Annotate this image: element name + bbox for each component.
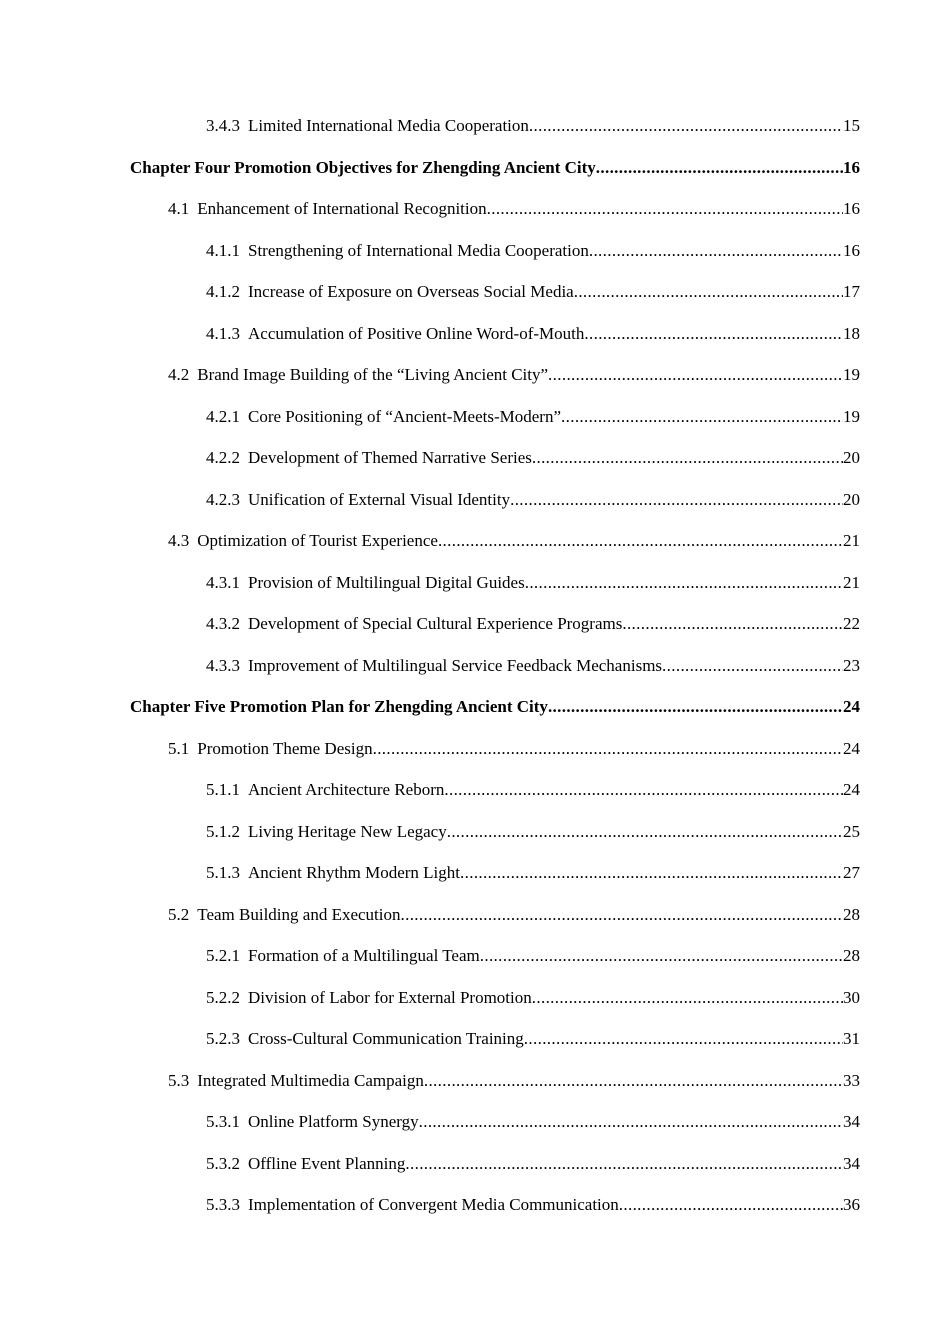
toc-entry-number: 4.3.2: [206, 614, 240, 633]
toc-dot-leader: [480, 946, 843, 966]
toc-entry-title: Living Heritage New Legacy: [248, 821, 447, 841]
toc-entry[interactable]: [130, 656, 860, 698]
toc-entry-number: 5.1.3: [206, 863, 240, 882]
toc-entry-title: Cross-Cultural Communication Training: [248, 1029, 524, 1048]
toc-entry-number: 4.2: [168, 365, 190, 384]
toc-entry-number: 5.2.1: [206, 946, 240, 965]
toc-entry-number: 5.1: [168, 738, 190, 758]
toc-page-number: 18: [843, 323, 860, 343]
toc-entry[interactable]: [130, 241, 860, 283]
toc-dot-leader: [589, 241, 843, 261]
toc-entry-number: 5.3: [168, 1070, 190, 1090]
toc-entry[interactable]: [130, 490, 860, 532]
toc-dot-leader: [662, 656, 843, 676]
toc-dot-leader: [419, 1112, 843, 1132]
toc-page-number: 24: [843, 697, 860, 716]
toc-entry-number: 4.1.3: [206, 323, 240, 343]
toc-dot-leader: [548, 697, 843, 717]
toc-page-number: 23: [843, 655, 860, 675]
toc-page-number: 36: [843, 1195, 860, 1214]
toc-page-number: 33: [843, 1070, 860, 1090]
toc-entry-title: Brand Image Building of the “Living Ancient City”: [197, 365, 549, 384]
toc-dot-leader: [524, 1029, 843, 1049]
toc-entry[interactable]: [130, 905, 860, 947]
toc-entry-title: Online Platform Synergy: [248, 1112, 419, 1131]
toc-entry[interactable]: [130, 282, 860, 324]
toc-entry[interactable]: [130, 199, 860, 241]
toc-dot-leader: [532, 988, 843, 1008]
toc-entry-title: Ancient Rhythm Modern Light: [248, 863, 461, 882]
toc-dot-leader: [373, 739, 843, 759]
toc-chapter-entry[interactable]: [130, 158, 860, 200]
toc-entry[interactable]: [130, 573, 860, 615]
toc-page-number: 17: [843, 282, 860, 301]
toc-entry[interactable]: [130, 614, 860, 656]
toc-entry[interactable]: [130, 863, 860, 905]
toc-entry[interactable]: [130, 946, 860, 988]
toc-entry-number: 4.3.3: [206, 655, 240, 675]
toc-page-number: 30: [843, 987, 860, 1007]
toc-dot-leader: [401, 905, 844, 925]
toc-entry-number: 4.1: [168, 199, 190, 218]
toc-entry-number: 4.1.2: [206, 282, 240, 301]
toc-entry-title: Improvement of Multilingual Service Feedback Mechanisms: [248, 655, 663, 675]
toc-entry[interactable]: [130, 324, 860, 366]
toc-dot-leader: [574, 282, 843, 302]
toc-page-number: 25: [843, 821, 860, 841]
toc-entry-title: Formation of a Multilingual Team: [248, 946, 480, 965]
toc-page-number: 34: [843, 1112, 860, 1131]
toc-entry-title: Ancient Architecture Reborn: [248, 780, 445, 799]
table-of-contents: [130, 116, 860, 1237]
toc-entry[interactable]: [130, 1071, 860, 1113]
toc-entry[interactable]: [130, 1195, 860, 1237]
toc-entry-number: 5.3.2: [206, 1153, 240, 1173]
toc-entry-title: Implementation of Convergent Media Communication: [248, 1195, 619, 1214]
toc-page-number: 20: [843, 448, 860, 467]
toc-page-number: 15: [843, 116, 860, 135]
toc-entry-title: Development of Special Cultural Experience Programs: [248, 614, 623, 633]
toc-page-number: 24: [843, 780, 860, 799]
toc-dot-leader: [561, 407, 843, 427]
toc-page-number: 22: [843, 614, 860, 633]
toc-entry-title: Team Building and Execution: [197, 904, 401, 924]
toc-entry-number: 4.2.3: [206, 489, 240, 509]
toc-page-number: 21: [843, 572, 860, 592]
toc-entry-title: Provision of Multilingual Digital Guides: [248, 572, 525, 592]
toc-entry-number: 5.2: [168, 904, 190, 924]
toc-page-number: 20: [843, 489, 860, 509]
toc-entry[interactable]: [130, 822, 860, 864]
toc-entry[interactable]: [130, 1112, 860, 1154]
toc-page-number: 24: [843, 738, 860, 758]
toc-entry[interactable]: [130, 739, 860, 781]
toc-entry-number: 4.2.1: [206, 406, 240, 426]
toc-dot-leader: [529, 116, 843, 136]
toc-entry-title: Accumulation of Positive Online Word-of-Mouth: [248, 323, 585, 343]
toc-dot-leader: [405, 1154, 843, 1174]
toc-page-number: 28: [843, 904, 860, 924]
toc-page-number: 28: [843, 946, 860, 965]
toc-entry-title: Development of Themed Narrative Series: [248, 448, 532, 467]
toc-dot-leader: [444, 780, 843, 800]
toc-entry-title: Chapter Five Promotion Plan for Zhengding Ancient City: [130, 697, 548, 716]
toc-dot-leader: [438, 531, 843, 551]
toc-entry-number: 5.2.2: [206, 987, 240, 1007]
toc-entry-number: 3.4.3: [206, 116, 240, 135]
toc-dot-leader: [619, 1195, 843, 1215]
toc-entry-title: Division of Labor for External Promotion: [248, 987, 532, 1007]
toc-dot-leader: [596, 158, 843, 178]
toc-page-number: 21: [843, 531, 860, 550]
toc-entry-number: 5.3.1: [206, 1112, 240, 1131]
toc-entry-title: Enhancement of International Recognition: [197, 199, 487, 218]
toc-dot-leader: [532, 448, 843, 468]
toc-entry[interactable]: [130, 116, 860, 158]
toc-dot-leader: [424, 1071, 843, 1091]
toc-entry-title: Strengthening of International Media Cooperation: [248, 240, 589, 260]
toc-dot-leader: [525, 573, 843, 593]
toc-dot-leader: [510, 490, 843, 510]
toc-entry-title: Limited International Media Cooperation: [248, 116, 529, 135]
toc-dot-leader: [584, 324, 843, 344]
toc-entry-number: 5.1.1: [206, 780, 240, 799]
toc-page-number: 31: [843, 1029, 860, 1048]
toc-page-number: 16: [843, 157, 860, 177]
toc-entry-title: Increase of Exposure on Overseas Social Media: [248, 282, 574, 301]
toc-entry[interactable]: [130, 448, 860, 490]
toc-entry[interactable]: [130, 1029, 860, 1071]
toc-page-number: 34: [843, 1153, 860, 1173]
toc-entry[interactable]: [130, 988, 860, 1030]
toc-entry-number: 4.2.2: [206, 448, 240, 467]
toc-entry-number: 5.1.2: [206, 821, 240, 841]
toc-page-number: 27: [843, 863, 860, 882]
toc-entry-number: 5.2.3: [206, 1029, 240, 1048]
toc-dot-leader: [622, 614, 843, 634]
toc-entry-number: 5.3.3: [206, 1195, 240, 1214]
toc-entry-number: 4.3: [168, 531, 190, 550]
toc-page-number: 16: [843, 240, 860, 260]
toc-entry[interactable]: [130, 531, 860, 573]
toc-dot-leader: [447, 822, 843, 842]
toc-entry-title: Optimization of Tourist Experience: [197, 531, 438, 550]
toc-dot-leader: [548, 365, 843, 385]
toc-page-number: 19: [843, 365, 860, 384]
toc-chapter-entry[interactable]: [130, 697, 860, 739]
toc-entry[interactable]: [130, 780, 860, 822]
toc-entry-title: Integrated Multimedia Campaign: [197, 1070, 424, 1090]
toc-entry[interactable]: [130, 1154, 860, 1196]
toc-entry-title: Core Positioning of “Ancient-Meets-Modern”: [248, 406, 562, 426]
toc-entry-title: Unification of External Visual Identity: [248, 489, 511, 509]
toc-entry-title: Promotion Theme Design: [197, 738, 373, 758]
toc-page-number: 19: [843, 406, 860, 426]
toc-entry-number: 4.1.1: [206, 240, 240, 260]
toc-entry[interactable]: [130, 365, 860, 407]
toc-entry-number: 4.3.1: [206, 572, 240, 592]
toc-page-number: 16: [843, 199, 860, 218]
toc-dot-leader: [460, 863, 843, 883]
toc-entry[interactable]: [130, 407, 860, 449]
toc-entry-title: Offline Event Planning: [248, 1153, 406, 1173]
toc-entry-title: Chapter Four Promotion Objectives for Zhengding Ancient City: [130, 157, 596, 177]
toc-dot-leader: [487, 199, 843, 219]
